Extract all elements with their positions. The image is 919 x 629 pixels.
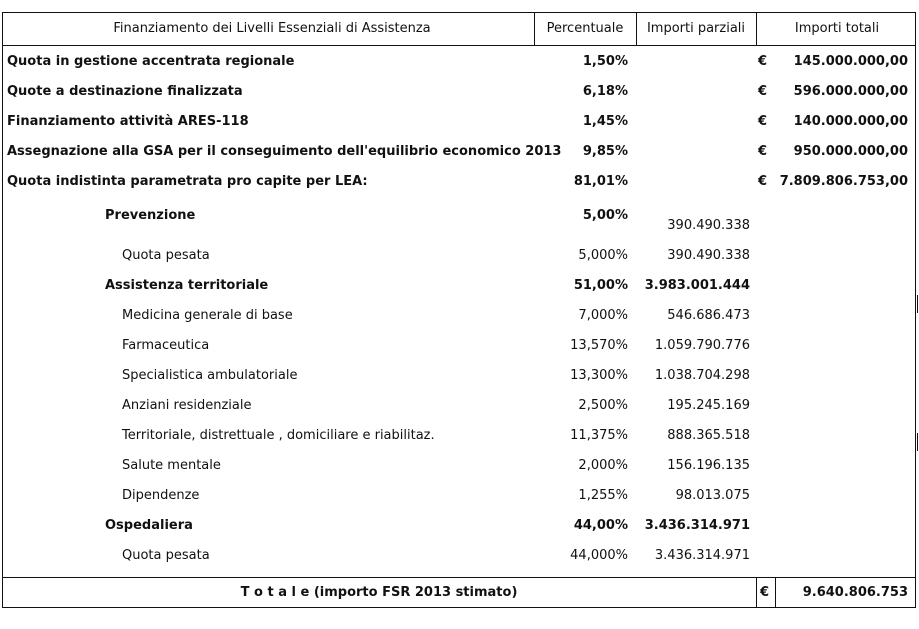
section-percent: 51,00% (573, 278, 628, 293)
euro-symbol: € (758, 144, 768, 159)
section-percent: 44,000% (570, 548, 628, 563)
scan-mark (917, 433, 918, 451)
footer-euro-symbol: € (760, 585, 770, 600)
section-percent: 44,00% (573, 518, 628, 533)
section-percent: 2,500% (578, 398, 628, 413)
header-importi-totali: Importi totali (794, 21, 880, 36)
footer-separator-euro (756, 577, 757, 608)
table-right-border (915, 12, 916, 608)
section-partial: 390.490.338 (667, 248, 750, 263)
table-left-border (2, 12, 3, 608)
section-percent: 11,375% (570, 428, 628, 443)
section-partial: 3.436.314.971 (644, 518, 750, 533)
row-total: 596.000.000,00 (793, 84, 908, 99)
row-total: 950.000.000,00 (793, 144, 908, 159)
row-label: Quota in gestione accentrata regionale (7, 54, 295, 69)
table-top-border (2, 12, 916, 13)
row-percent: 81,01% (573, 174, 628, 189)
section-label: Ospedaliera (105, 518, 193, 533)
section-percent: 1,255% (578, 488, 628, 503)
section-partial: 3.436.314.971 (654, 548, 750, 563)
section-percent: 5,000% (578, 248, 628, 263)
section-partial: 888.365.518 (667, 428, 750, 443)
euro-symbol: € (758, 114, 768, 129)
header-separator-total (756, 12, 757, 46)
section-label: Assistenza territoriale (105, 278, 269, 293)
header-separator-partial (636, 12, 637, 46)
row-total: 145.000.000,00 (793, 54, 908, 69)
section-partial: 390.490.338 (667, 218, 750, 233)
section-label: Medicina generale di base (122, 308, 293, 323)
section-label: Salute mentale (122, 458, 221, 473)
footer-total: 9.640.806.753 (802, 585, 908, 600)
section-partial: 195.245.169 (667, 398, 750, 413)
euro-symbol: € (758, 174, 768, 189)
header-separator-percent (534, 12, 535, 46)
section-percent: 2,000% (578, 458, 628, 473)
section-partial: 1.059.790.776 (654, 338, 750, 353)
header-percentuale: Percentuale (546, 21, 624, 36)
lea-funding-table (2, 12, 916, 608)
header-divider (2, 45, 916, 46)
section-label: Territoriale, distrettuale , domiciliare e riabilitaz. (122, 428, 435, 443)
row-label: Quota indistinta parametrata pro capite per LEA: (7, 174, 368, 189)
section-label: Anziani residenziale (122, 398, 252, 413)
section-label: Specialistica ambulatoriale (122, 368, 298, 383)
section-partial: 1.038.704.298 (654, 368, 750, 383)
section-label: Quota pesata (122, 248, 210, 263)
section-label: Quota pesata (122, 548, 210, 563)
row-percent: 9,85% (582, 144, 628, 159)
table-bottom-border (2, 607, 916, 608)
row-total: 7.809.806.753,00 (779, 174, 908, 189)
section-label: Prevenzione (105, 208, 196, 223)
section-percent: 7,000% (578, 308, 628, 323)
row-percent: 1,45% (582, 114, 628, 129)
row-label: Assegnazione alla GSA per il conseguimento dell'equilibrio economico 2013 (7, 144, 562, 159)
euro-symbol: € (758, 54, 768, 69)
section-percent: 13,570% (570, 338, 628, 353)
row-total: 140.000.000,00 (793, 114, 908, 129)
scan-mark (917, 295, 918, 313)
row-percent: 1,50% (582, 54, 628, 69)
row-label: Quote a destinazione finalizzata (7, 84, 243, 99)
section-label: Farmaceutica (122, 338, 210, 353)
total-divider (2, 577, 916, 578)
section-partial: 3.983.001.444 (644, 278, 750, 293)
footer-separator-total (775, 577, 776, 608)
row-label: Finanziamento attività ARES-118 (7, 114, 249, 129)
section-percent: 5,00% (582, 208, 628, 223)
section-partial: 156.196.135 (667, 458, 750, 473)
footer-label: T o t a l e (importo FSR 2013 stimato) (240, 585, 518, 600)
section-partial: 98.013.075 (675, 488, 750, 503)
row-percent: 6,18% (582, 84, 628, 99)
section-partial: 546.686.473 (667, 308, 750, 323)
header-title: Finanziamento dei Livelli Essenziali di Assistenza (113, 21, 431, 36)
header-importi-parziali: Importi parziali (646, 21, 746, 36)
section-percent: 13,300% (570, 368, 628, 383)
euro-symbol: € (758, 84, 768, 99)
section-label: Dipendenze (122, 488, 200, 503)
